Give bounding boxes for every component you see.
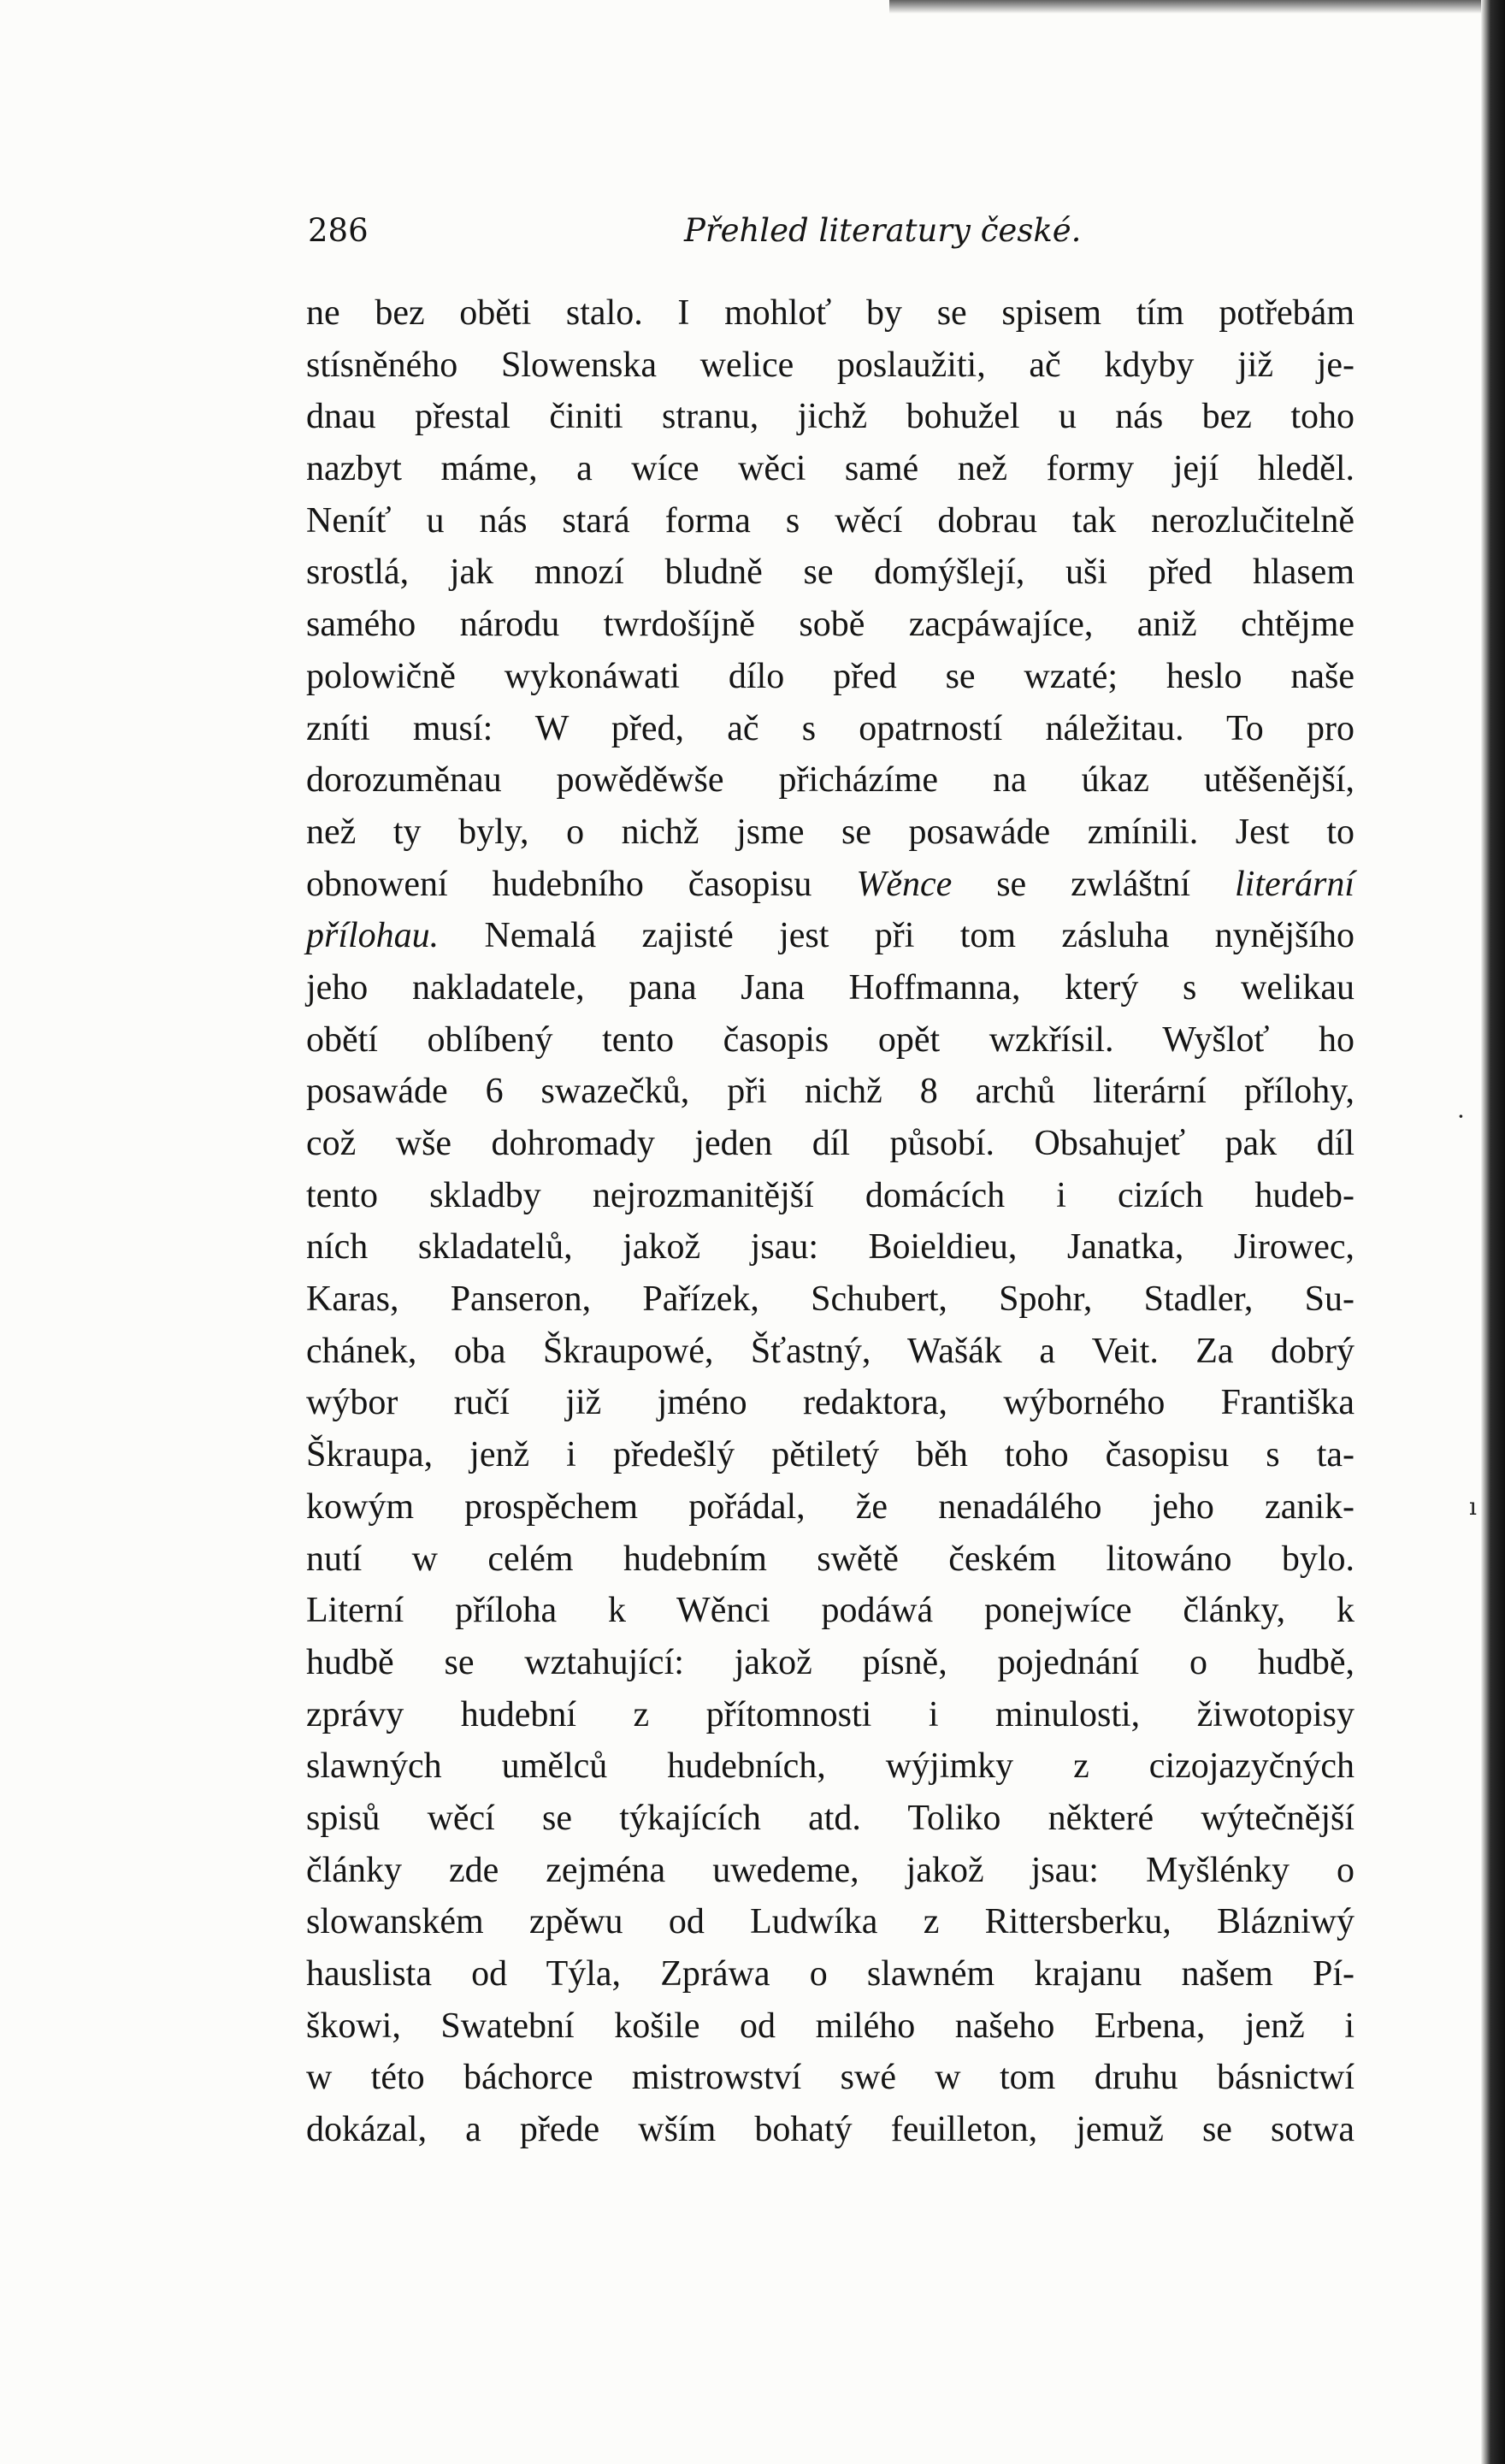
text-line-33: hauslista od Týla, Zpráwa o slawném krajanu našem Pí- [306,1954,1354,1994]
running-title: Přehled literatury české. [684,212,1082,249]
text-line-31: články zde zejména uwedeme, jakož jsau: Myšlénky o [306,1850,1354,1890]
text-line-32: slowanském zpěwu od Ludwíka z Rittersberku, Blázniwý [306,1902,1354,1942]
text-line-7: samého národu twrdošíjně sobě zacpáwajíce, aniž chtějme [306,605,1354,645]
text-line-36: dokázal, a přede wším bohatý feuilleton, jemuž se sotwa [306,2110,1354,2150]
body-text [306,287,1354,2156]
scan-shadow-top [889,0,1505,14]
text-line-9: zníti musí: W před, ač s opatrností náležitau. To pro [306,708,1354,748]
text-line-20: Karas, Panseron, Pařízek, Schubert, Spohr, Stadler, Su- [306,1279,1354,1320]
text-line-12-start: obnowení hudebního časopisu [306,864,812,904]
margin-notch: ı [1469,1492,1477,1521]
text-line-19: ních skladatelů, jakož jsau: Boieldieu, Janatka, Jirowec, [306,1227,1354,1267]
text-line-26: Literní příloha k Wěnci podáwá ponejwíce články, k [306,1591,1354,1631]
text-line-15: obětí oblíbený tento časopis opět wzkřísil. Wyšloť ho [306,1019,1354,1060]
text-line-4: nazbyt máme, a wíce wěci samé než formy její hleděl. [306,449,1354,489]
text-line-23: Škraupa, jenž i předešlý pětiletý běh toho časopisu s ta- [306,1435,1354,1475]
text-line-28: zprávy hudební z přítomnosti i minulosti, žiwotopisy [306,1694,1354,1734]
page-number: 286 [308,212,369,249]
text-line-29: slawných umělců hudebních, wýjimky z cizojazyčných [306,1746,1354,1787]
text-line-12 [306,859,1354,911]
scan-shadow-right [1481,0,1505,2464]
text-line-10: dorozuměnau powěděwše přicházíme na úkaz utěšenější, [306,760,1354,801]
running-head [308,205,1360,257]
text-line-1: ne bez oběti stalo. I mohloť by se spisem tím potřebám [306,293,1354,333]
text-line-13 [306,910,1354,962]
text-line-8: polowičně wykonáwati dílo před se wzaté; heslo naše [306,656,1354,696]
text-line-35: w této báchorce mistrowství swé w tom druhu básnictwí [306,2058,1354,2098]
text-line-25: nutí w celém hudebním swětě českém litowáno bylo. [306,1539,1354,1579]
text-line-18: tento skladby nejrozmanitější domácích i cizích hudeb- [306,1175,1354,1215]
text-line-12-tail: se zwláštní [996,864,1191,904]
text-line-2: stísněného Slowenska welice poslaužiti, ač kdyby již je- [306,345,1354,385]
text-line-21: chánek, oba Škraupowé, Šťastný, Wašák a Veit. Za dobrý [306,1331,1354,1371]
margin-speck: · [1457,1102,1465,1131]
text-line-16: posawáde 6 swazečků, při nichž 8 archů literární přílohy, [306,1072,1354,1112]
text-line-27: hudbě se wztahující: jakož písně, pojednání o hudbě, [306,1642,1354,1682]
text-line-22: wýbor ručí již jméno redaktora, wýborného Františka [306,1383,1354,1423]
italic-prilohau: přílohau. [306,916,440,956]
text-line-14: jeho nakladatele, pana Jana Hoffmanna, který s welikau [306,967,1354,1007]
italic-literarni: literární [1235,864,1355,904]
text-line-3: dnau přestal činiti stranu, jichž bohužel u nás bez toho [306,397,1354,437]
italic-wence: Wěnce [856,864,953,904]
text-line-5: Neníť u nás stará forma s wěcí dobrau tak nerozlučitelně [306,500,1354,541]
text-line-24: kowým prospěchem pořádal, že nenadálého jeho zanik- [306,1486,1354,1527]
text-line-13-tail: Nemalá zajisté jest při tom zásluha nynějšího [484,916,1355,956]
text-line-30: spisů wěcí se týkajících atd. Toliko některé wýtečnější [306,1798,1354,1838]
text-line-34: škowi, Swatební košile od milého našeho Erbena, jenž i [306,2006,1354,2046]
text-line-17: což wše dohromady jeden díl působí. Obsahujeť pak díl [306,1124,1354,1163]
text-line-11: než ty byly, o nichž jsme se posawáde zmínili. Jest to [306,812,1354,852]
text-line-6: srostlá, jak mnozí bludně se domýšlejí, uši před hlasem [306,552,1354,593]
